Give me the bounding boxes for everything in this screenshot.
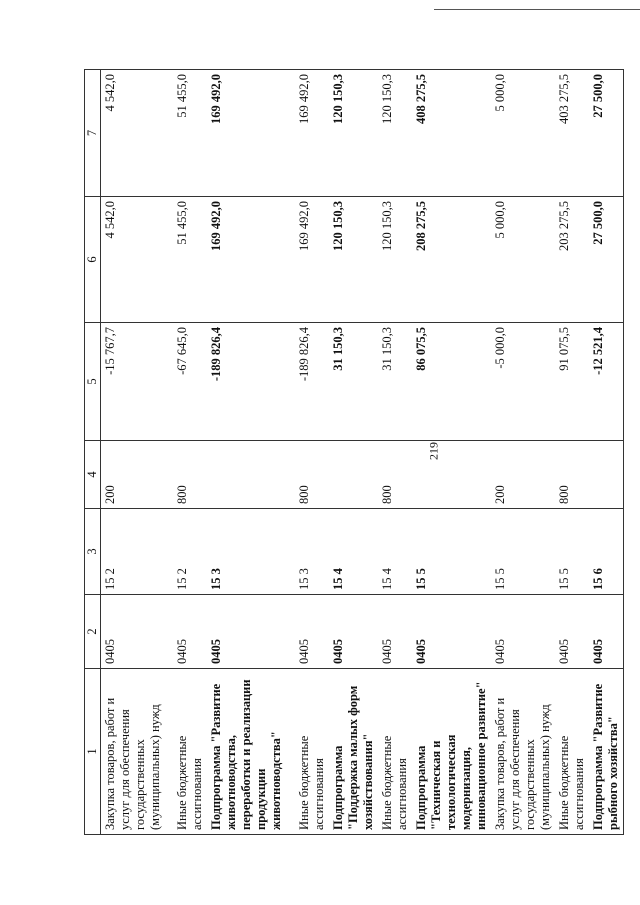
- row-value-5: 31 150,3: [378, 323, 412, 441]
- top-rule: [434, 9, 640, 10]
- row-value-6: 169 492,0: [295, 197, 329, 323]
- row-section-code: 0405: [412, 595, 491, 669]
- table-row: [329, 70, 378, 835]
- header-cell-5: 5: [85, 323, 101, 441]
- row-name: Подпрограмма "Поддержка малых форм хозяйствования": [329, 669, 378, 835]
- row-section-code: 0405: [329, 595, 378, 669]
- row-expense-kind: [329, 441, 378, 509]
- table-row: [207, 70, 295, 835]
- header-cell-6: 6: [85, 197, 101, 323]
- row-expense-kind: 800: [173, 441, 207, 509]
- header-row: [85, 70, 101, 835]
- header-cell-3: 3: [85, 509, 101, 595]
- row-expense-kind: [412, 441, 491, 509]
- row-program-code: 15 4: [378, 509, 412, 595]
- header-cell-1: 1: [85, 669, 101, 835]
- table-row: [378, 70, 412, 835]
- header-cell-2: 2: [85, 595, 101, 669]
- row-name: Закупка товаров, работ и услуг для обеспечения государственных (муниципальных) нужд: [491, 669, 555, 835]
- row-section-code: 0405: [207, 595, 295, 669]
- row-expense-kind: 200: [101, 441, 173, 509]
- row-value-6: 4 542,0: [101, 197, 173, 323]
- row-value-7: 51 455,0: [173, 70, 207, 197]
- row-name: Иные бюджетные ассигнования: [555, 669, 589, 835]
- row-value-6: 120 150,3: [378, 197, 412, 323]
- table-row: [412, 70, 491, 835]
- row-expense-kind: 200: [491, 441, 555, 509]
- row-value-7: 120 150,3: [329, 70, 378, 197]
- row-value-5: -189 826,4: [295, 323, 329, 441]
- table-row: [491, 70, 555, 835]
- row-program-code: 15 3: [207, 509, 295, 595]
- row-value-5: -67 645,0: [173, 323, 207, 441]
- row-value-7: 169 492,0: [207, 70, 295, 197]
- row-program-code: 15 3: [295, 509, 329, 595]
- row-value-5: 31 150,3: [329, 323, 378, 441]
- page-number: 219: [426, 442, 441, 460]
- row-expense-kind: [207, 441, 295, 509]
- row-name: Закупка товаров, работ и услуг для обеспечения государственных (муниципальных) нужд: [101, 669, 173, 835]
- row-section-code: 0405: [101, 595, 173, 669]
- row-value-7: 403 275,5: [555, 70, 589, 197]
- row-program-code: 15 2: [101, 509, 173, 595]
- row-value-5: 91 075,5: [555, 323, 589, 441]
- row-value-7: 169 492,0: [295, 70, 329, 197]
- header-cell-4: 4: [85, 441, 101, 509]
- row-value-5: -15 767,7: [101, 323, 173, 441]
- row-value-6: 51 455,0: [173, 197, 207, 323]
- row-name: Иные бюджетные ассигнования: [295, 669, 329, 835]
- budget-table-rotated: [84, 70, 620, 835]
- table-row: [555, 70, 589, 835]
- row-section-code: 0405: [555, 595, 589, 669]
- row-program-code: 15 5: [412, 509, 491, 595]
- row-name: Подпрограмма "Техническая и технологическая модернизация, инновационное развитие": [412, 669, 491, 835]
- row-value-7: 120 150,3: [378, 70, 412, 197]
- row-program-code: 15 5: [491, 509, 555, 595]
- row-name: Иные бюджетные ассигнования: [173, 669, 207, 835]
- row-value-6: 203 275,5: [555, 197, 589, 323]
- row-expense-kind: 800: [378, 441, 412, 509]
- row-value-7: 27 500,0: [589, 70, 624, 197]
- row-section-code: 0405: [295, 595, 329, 669]
- row-section-code: 0405: [173, 595, 207, 669]
- row-name: Подпрограмма "Развитие рыбного хозяйства": [589, 669, 624, 835]
- table-row: [589, 70, 624, 835]
- row-program-code: 15 6: [589, 509, 624, 595]
- row-name: Подпрограмма "Развитие животноводства, переработки и реализации продукции животноводства": [207, 669, 295, 835]
- row-value-6: 208 275,5: [412, 197, 491, 323]
- row-value-5: -12 521,4: [589, 323, 624, 441]
- table-row: [101, 70, 173, 835]
- row-value-6: 120 150,3: [329, 197, 378, 323]
- table-row: [173, 70, 207, 835]
- row-expense-kind: [589, 441, 624, 509]
- row-expense-kind: 800: [295, 441, 329, 509]
- row-value-7: 408 275,5: [412, 70, 491, 197]
- row-value-5: 86 075,5: [412, 323, 491, 441]
- row-expense-kind: 800: [555, 441, 589, 509]
- row-program-code: 15 5: [555, 509, 589, 595]
- row-value-6: 169 492,0: [207, 197, 295, 323]
- row-section-code: 0405: [378, 595, 412, 669]
- row-program-code: 15 2: [173, 509, 207, 595]
- table-row: [295, 70, 329, 835]
- row-value-6: 5 000,0: [491, 197, 555, 323]
- row-value-7: 5 000,0: [491, 70, 555, 197]
- row-value-5: -189 826,4: [207, 323, 295, 441]
- budget-table: [84, 69, 624, 835]
- row-value-5: -5 000,0: [491, 323, 555, 441]
- header-cell-7: 7: [85, 70, 101, 197]
- row-value-7: 4 542,0: [101, 70, 173, 197]
- row-value-6: 27 500,0: [589, 197, 624, 323]
- row-section-code: 0405: [589, 595, 624, 669]
- row-name: Иные бюджетные ассигнования: [378, 669, 412, 835]
- row-program-code: 15 4: [329, 509, 378, 595]
- row-section-code: 0405: [491, 595, 555, 669]
